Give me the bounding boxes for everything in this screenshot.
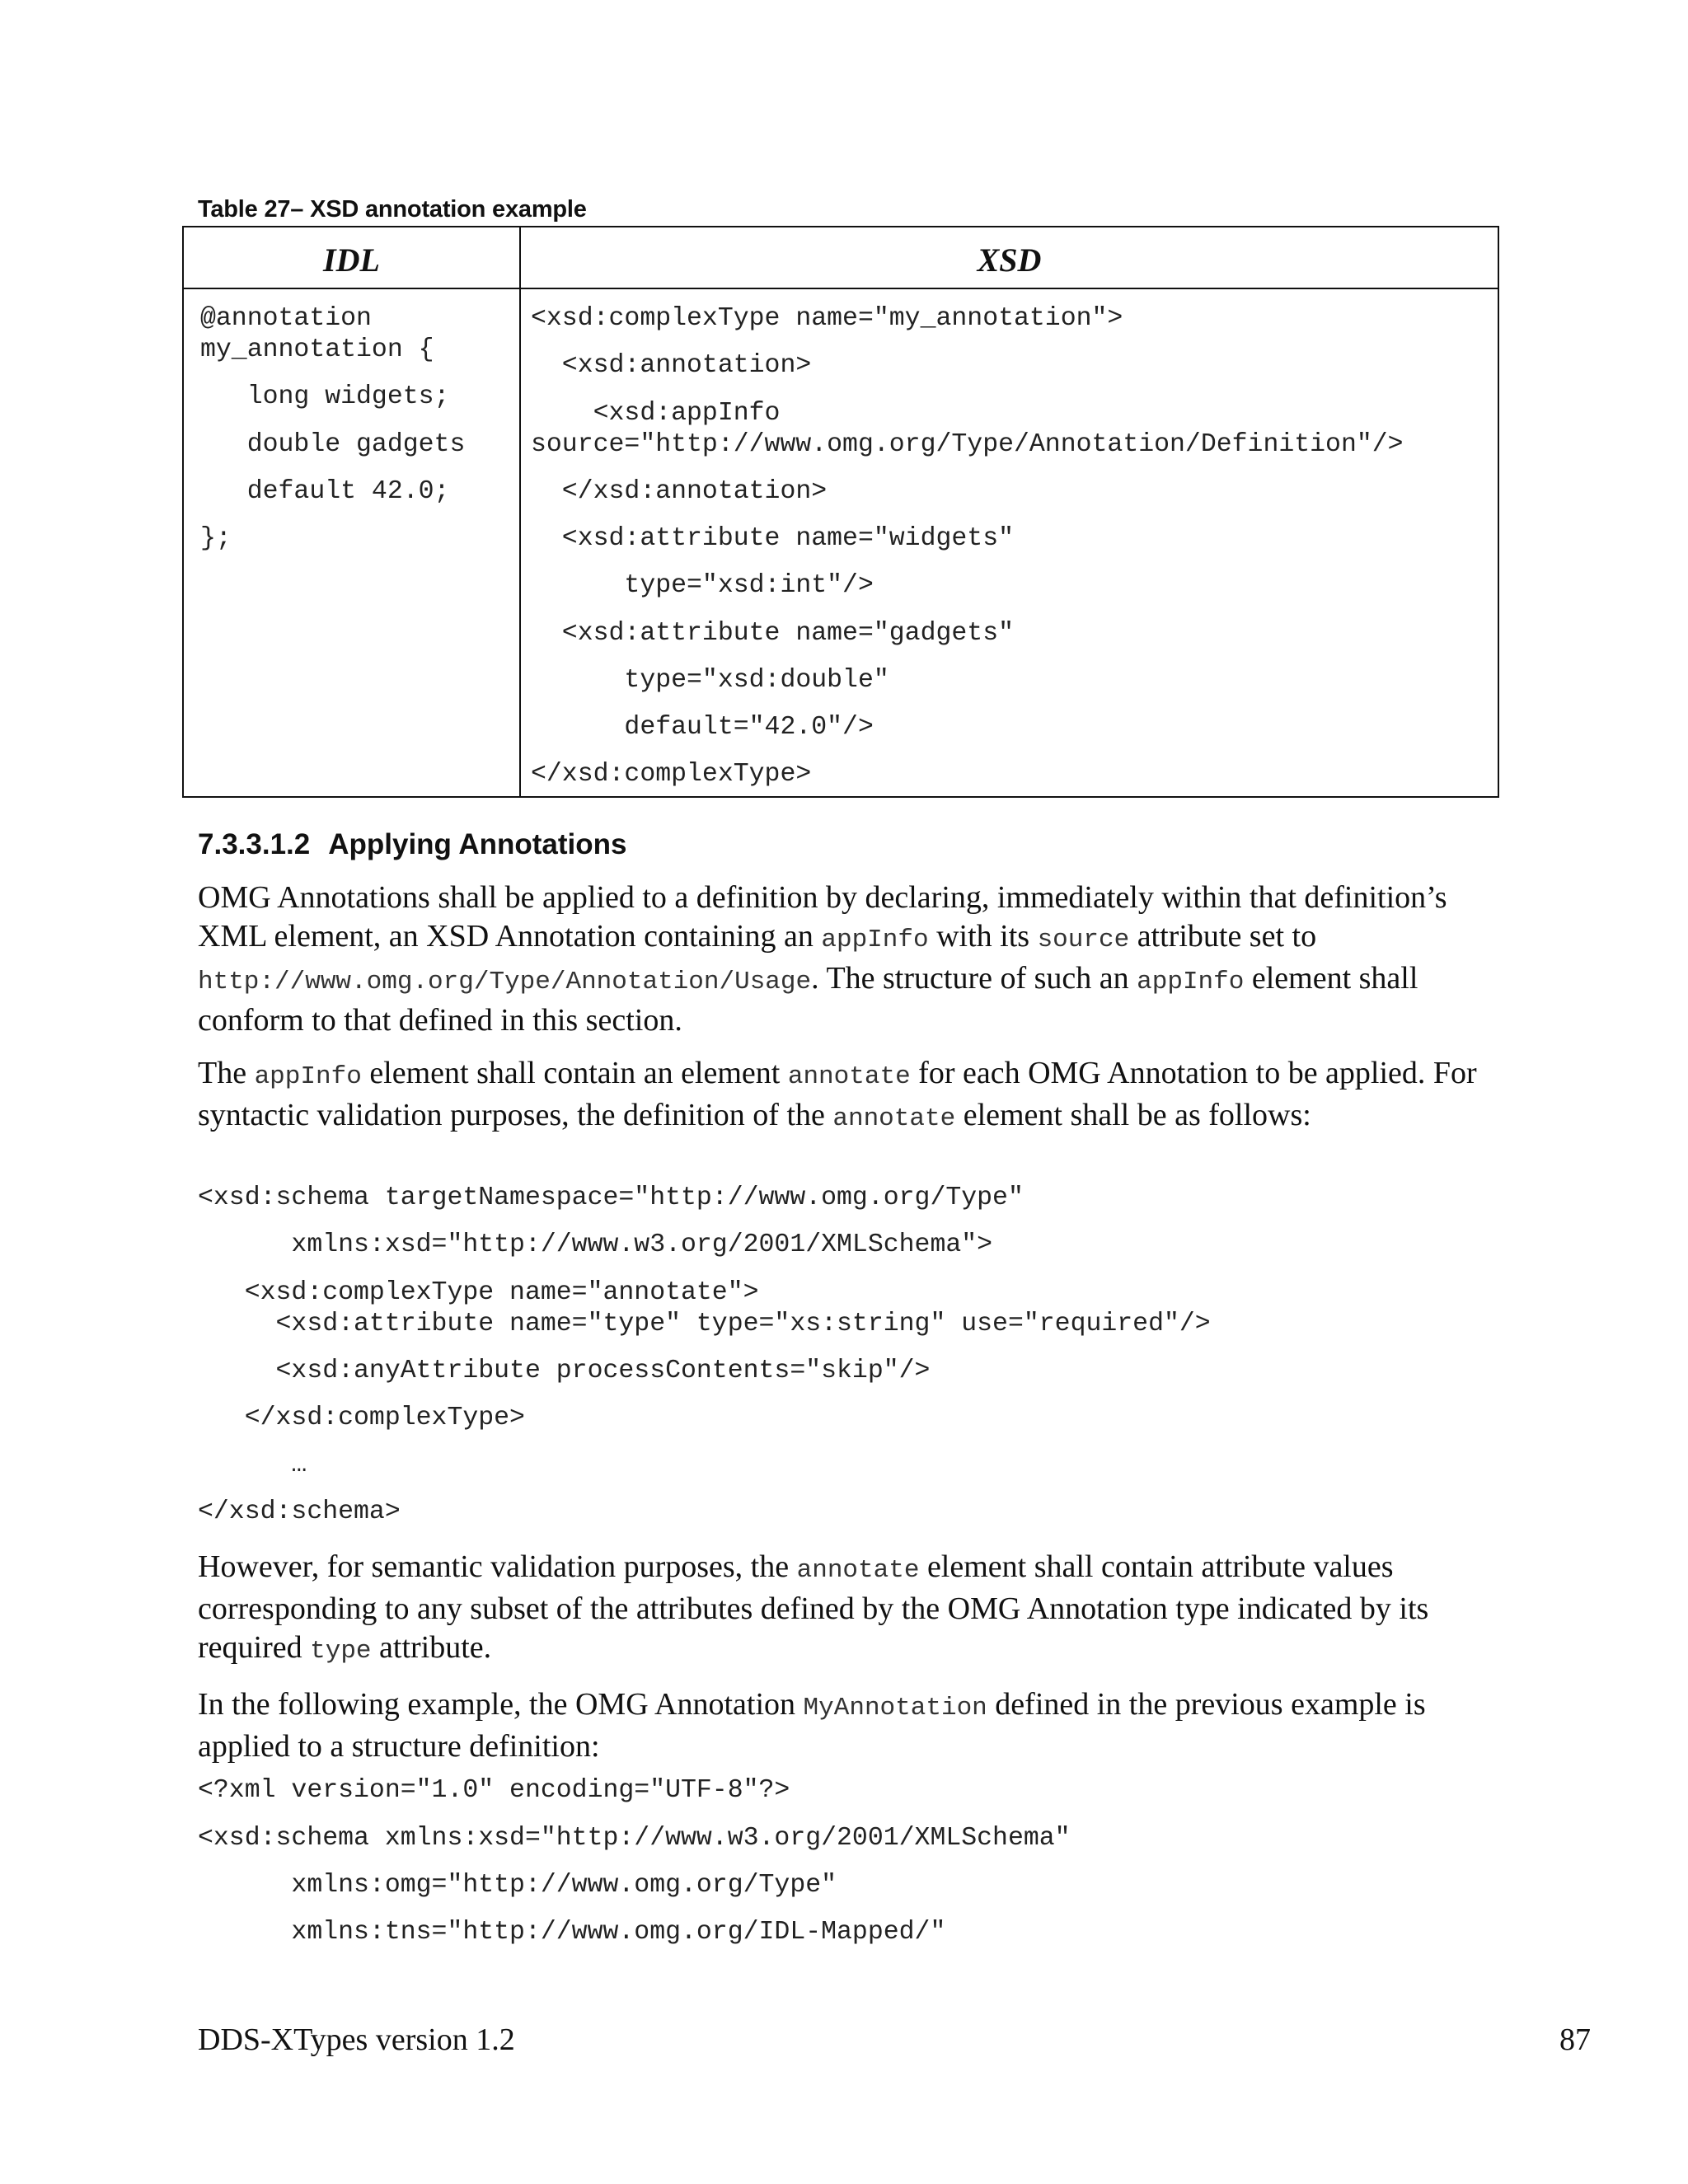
- code-line: xmlns:tns="http://www.omg.org/IDL-Mapped/": [198, 1918, 946, 1947]
- xsd-annotation-table: [182, 226, 1499, 798]
- idl-line: long widgets;: [200, 382, 450, 411]
- table-caption: Table 27– XSD annotation example: [198, 196, 587, 223]
- xsd-line: default="42.0"/>: [531, 713, 874, 742]
- section-title: Applying Annotations: [328, 828, 627, 860]
- paragraph: However, for semantic validation purposes, the annotate element shall contain attribute values corresponding to any subset of the attributes defined by the OMG Annotation type indicated by its required type attribute.: [198, 1549, 1429, 1666]
- paragraph: The appInfo element shall contain an element annotate for each OMG Annotation to be applied. For syntactic validation purposes, the definition of the annotate element shall be as follows:: [198, 1056, 1477, 1133]
- xsd-line: </xsd:complexType>: [531, 760, 812, 789]
- xsd-line: <xsd:attribute name="widgets": [531, 524, 1014, 553]
- section-number: 7.3.3.1.2: [198, 828, 311, 860]
- code-line: …: [198, 1451, 307, 1479]
- column-divider: [519, 227, 521, 796]
- header-divider: [184, 288, 1498, 289]
- code-line: </xsd:schema>: [198, 1497, 401, 1526]
- code-line: <xsd:anyAttribute processContents="skip"/>: [198, 1357, 931, 1385]
- code-line: xmlns:xsd="http://www.w3.org/2001/XMLSchema">: [198, 1230, 993, 1259]
- code-line: </xsd:complexType>: [198, 1404, 525, 1432]
- xsd-line: <xsd:complexType name="my_annotation">: [531, 304, 1123, 333]
- section-heading: [198, 830, 627, 859]
- code-line: <xsd:complexType name="annotate">: [198, 1278, 759, 1307]
- code-line: <xsd:schema xmlns:xsd="http://www.w3.org/2001/XMLSchema": [198, 1824, 1071, 1853]
- code-line: xmlns:omg="http://www.omg.org/Type": [198, 1871, 837, 1900]
- xsd-line: type="xsd:double": [531, 666, 889, 695]
- xsd-column-header: XSD: [977, 241, 1042, 279]
- idl-column-header: IDL: [323, 241, 380, 279]
- xsd-line: <xsd:annotation>: [531, 351, 812, 380]
- xsd-line: </xsd:annotation>: [531, 477, 828, 506]
- code-line: <xsd:attribute name="type" type="xs:string" use="required"/>: [198, 1310, 1211, 1338]
- idl-line: default 42.0;: [200, 477, 450, 506]
- page-number: 87: [1559, 2022, 1591, 2057]
- idl-line: my_annotation {: [200, 335, 434, 364]
- xsd-line: source="http://www.omg.org/Type/Annotation/Definition"/>: [531, 430, 1404, 459]
- xsd-line: type="xsd:int"/>: [531, 571, 874, 600]
- idl-line: @annotation: [200, 304, 372, 333]
- xsd-line: <xsd:attribute name="gadgets": [531, 619, 1014, 648]
- code-line: <?xml version="1.0" encoding="UTF-8"?>: [198, 1776, 790, 1805]
- paragraph: In the following example, the OMG Annotation MyAnnotation defined in the previous example is applied to a structure definition:: [198, 1687, 1426, 1764]
- xsd-line: <xsd:appInfo: [531, 399, 781, 428]
- code-line: <xsd:schema targetNamespace="http://www.omg.org/Type": [198, 1183, 1024, 1212]
- idl-line: };: [200, 524, 232, 553]
- paragraph: OMG Annotations shall be applied to a definition by declaring, immediately within that definition’s XML element, an XSD Annotation containing an appInfo with its source attribute set to http://www.omg.org/Type/Annotation/Usage. The structure of such an appInfo element shall conform to that defined in this section.: [198, 880, 1447, 1038]
- footer-title: DDS-XTypes version 1.2: [198, 2022, 515, 2057]
- idl-line: double gadgets: [200, 430, 466, 459]
